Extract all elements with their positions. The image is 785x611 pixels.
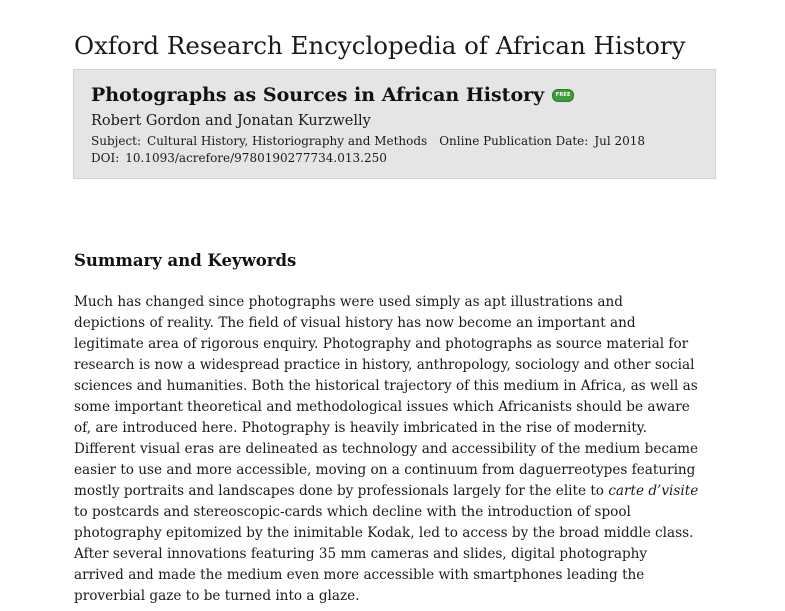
subject-value[interactable]: Cultural History, Historiography and Methods (147, 134, 428, 148)
summary-line: of, are introduced here. Photography is heavily imbricated in the rise of modernity. (74, 420, 647, 436)
summary-line: Different visual eras are delineated as technology and accessibility of the medium became (74, 441, 699, 457)
summary-line: After several innovations featuring 35 mm cameras and slides, digital photography (74, 546, 648, 562)
subject-label: Subject: (91, 134, 142, 148)
summary-line: legitimate area of rigorous enquiry. Photography and photographs as source material for (74, 336, 689, 352)
summary-line: photography epitomized by the inimitable Kodak, led to access by the broad middle class. (74, 525, 694, 541)
summary-paragraph (74, 292, 724, 607)
summary-line: sciences and humanities. Both the historical trajectory of this medium in Africa, as well as (74, 378, 698, 394)
summary-line: easier to use and more accessible, moving on a continuum from daguerreotypes featuring (74, 462, 696, 478)
article-doi-line (91, 151, 387, 165)
article-header (73, 69, 716, 179)
summary-line: research is now a widespread practice in history, anthropology, sociology and other social (74, 357, 695, 373)
doi-value[interactable]: 10.1093/acrefore/9780190277734.013.250 (125, 151, 387, 165)
summary-heading: Summary and Keywords (74, 251, 297, 270)
article-title: Photographs as Sources in African History (91, 84, 545, 106)
online-publication-label: Online Publication Date: (439, 134, 589, 148)
article-subject-line (91, 134, 645, 148)
summary-line-text: mostly portraits and landscapes done by professionals largely for the elite to (74, 483, 609, 499)
summary-line: some important theoretical and methodological issues which Africanists should be aware (74, 399, 690, 415)
encyclopedia-title: Oxford Research Encyclopedia of African History (74, 31, 686, 60)
summary-line (74, 481, 724, 502)
summary-line: arrived and made the medium even more accessible with smartphones leading the (74, 567, 645, 583)
summary-line: to postcards and stereoscopic-cards which decline with the introduction of spool (74, 504, 631, 520)
article-authors[interactable]: Robert Gordon and Jonatan Kurzwelly (91, 113, 371, 129)
online-publication-date: Jul 2018 (594, 134, 646, 148)
article-title-row (91, 84, 574, 106)
summary-line: proverbial gaze to be turned into a glaze. (74, 588, 360, 604)
free-access-icon: FREE (552, 89, 574, 102)
doi-label: DOI: (91, 151, 120, 165)
summary-line: Much has changed since photographs were used simply as apt illustrations and (74, 294, 623, 310)
summary-line: depictions of reality. The field of visual history has now become an important and (74, 315, 636, 331)
summary-italic-term: carte d’visite (608, 483, 699, 499)
